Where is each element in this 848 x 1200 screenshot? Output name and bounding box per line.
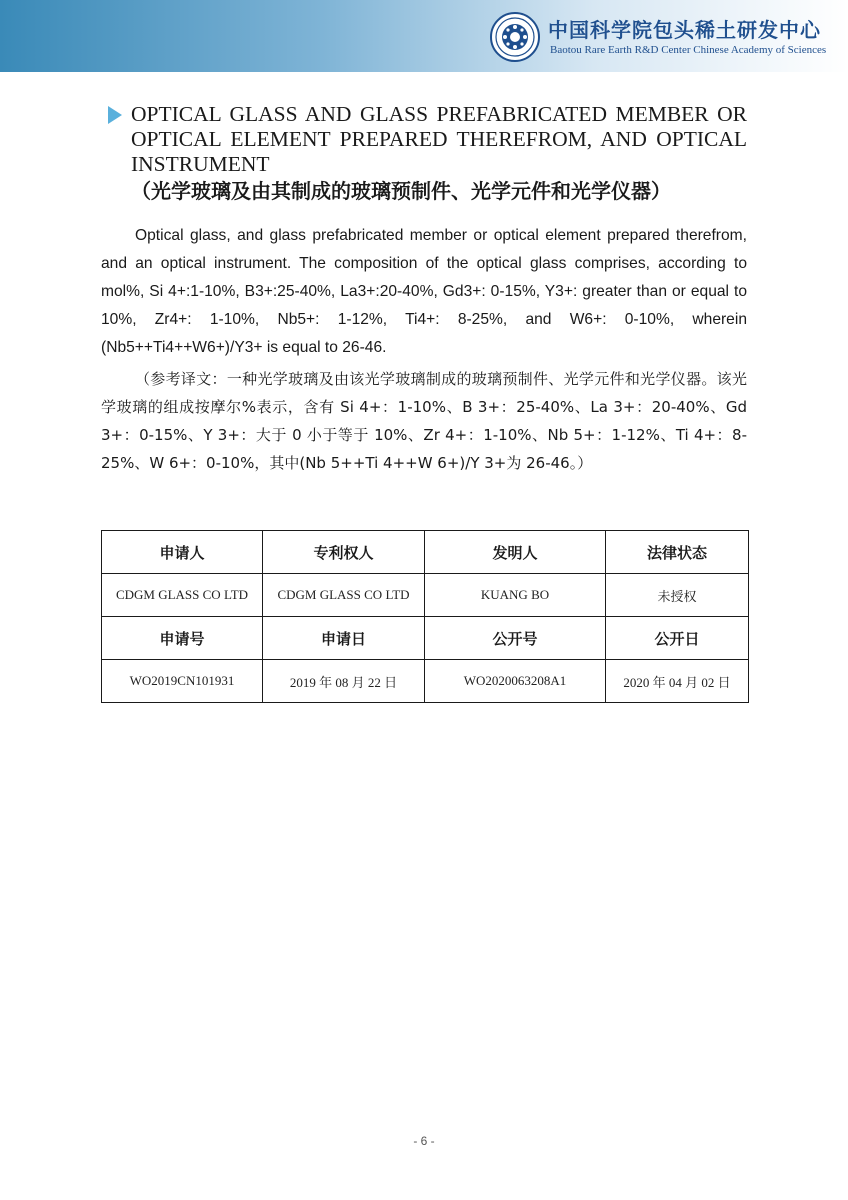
abstract-en: Optical glass, and glass prefabricated member or optical element prepared therefrom, and an optical instrument. The composition of the optical glass comprises, according to mol%, Si 4+:1-10%, B3+:25-40%, La3+:20-40%, Gd3+: 0-15%, Y3+: greater than or equal to 10%, Zr4+: 1-10%, Nb5+: 1-12%, Ti4+: 8-25%, and W6+: 0-10%, wherein (Nb5++Ti4++W6+)/Y3+ is equal to 26-46. <box>101 227 747 356</box>
table-row <box>102 660 749 703</box>
header-legal-status: 法律状态 <box>606 531 749 574</box>
header-application-number: 申请号 <box>102 617 263 660</box>
publication-number-value: WO2020063208A1 <box>425 660 606 703</box>
application-number-value: WO2019CN101931 <box>102 660 263 703</box>
patent-info-table <box>101 530 749 703</box>
document-title-cn: （光学玻璃及由其制成的玻璃预制件、光学元件和光学仪器） <box>131 179 671 203</box>
header-publication-date: 公开日 <box>606 617 749 660</box>
header-publication-number: 公开号 <box>425 617 606 660</box>
org-name-en: Baotou Rare Earth R&D Center Chinese Academy of Sciences <box>550 44 827 56</box>
header-inventor: 发明人 <box>425 531 606 574</box>
legal-status-value: 未授权 <box>606 574 749 617</box>
triangle-bullet-icon <box>108 106 122 124</box>
applicant-value: CDGM GLASS CO LTD <box>102 574 263 617</box>
org-name-cn: 中国科学院包头稀土研发中心 <box>548 18 821 42</box>
publication-date-value: 2020 年 04 月 02 日 <box>606 660 749 703</box>
inventor-value: KUANG BO <box>425 574 606 617</box>
page-number: - 6 - <box>413 1134 435 1148</box>
header-applicant: 申请人 <box>102 531 263 574</box>
abstract-cn: （参考译文：一种光学玻璃及由该光学玻璃制成的玻璃预制件、光学元件和光学仪器。该光学玻璃的组成按摩尔%表示，含有 Si 4+：1-10%、B 3+：25-40%、La 3+：20-40%、Gd 3+：0-15%、Y 3+：大于 0 小于等于 10%、Zr 4+：1-10%、Nb 5+：1-12%、Ti 4+：8-25%、W 6+：0-10%，其中(Nb 5++Ti 4++W 6+)/Y 3+为 26-46。） <box>101 370 747 472</box>
header-patentee: 专利权人 <box>263 531 425 574</box>
patentee-value: CDGM GLASS CO LTD <box>263 574 425 617</box>
table-header-row <box>102 617 749 660</box>
table-header-row <box>102 531 749 574</box>
header-application-date: 申请日 <box>263 617 425 660</box>
document-title-en: OPTICAL GLASS AND GLASS PREFABRICATED MEMBER OR OPTICAL ELEMENT PREPARED THEREFROM, AND OPTICAL INSTRUMENT <box>131 102 747 176</box>
application-date-value: 2019 年 08 月 22 日 <box>263 660 425 703</box>
table-row <box>102 574 749 617</box>
cas-emblem-icon <box>490 12 540 62</box>
